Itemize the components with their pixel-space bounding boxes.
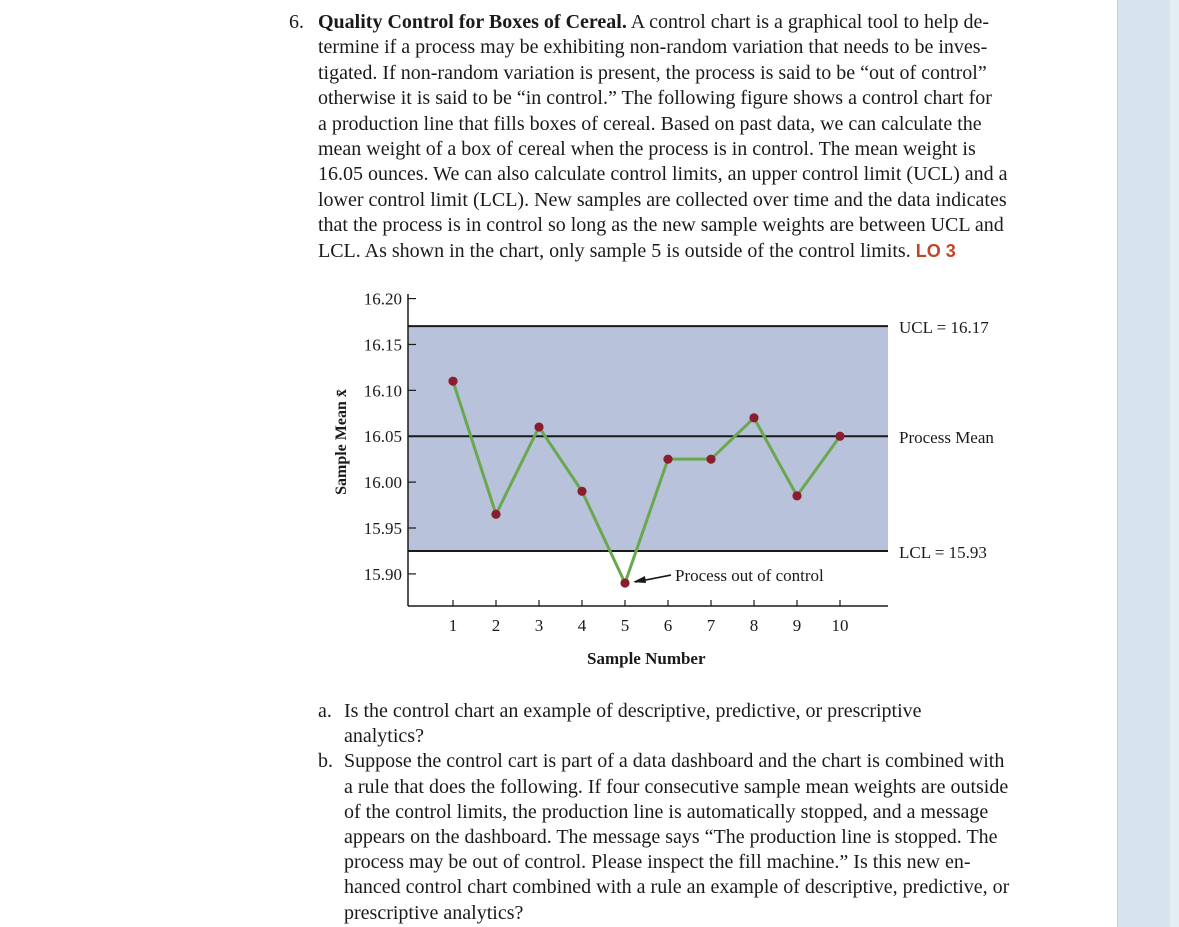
questions (318, 699, 1078, 926)
y-tick-label: 16.20 (363, 289, 402, 309)
question-line: a rule that does the following. If four consecutive sample mean weights are outside (344, 775, 1009, 798)
control-chart (320, 280, 1040, 680)
y-tick-label: 16.15 (363, 335, 402, 355)
x-tick-label: 10 (831, 616, 849, 635)
x-tick-label: 1 (448, 616, 458, 635)
x-axis-title: Sample Number (587, 649, 706, 668)
problem-line: 16.05 ounces. We can also calculate control limits, an upper control limit (UCL) and a (318, 163, 1008, 186)
question-line: process may be out of control. Please inspect the fill machine.” Is this new en- (344, 851, 971, 874)
problem-line: tigated. If non-random variation is present, the process is said to be “out of control” (318, 61, 987, 84)
x-tick-label: 7 (706, 616, 716, 635)
y-tick-label: 16.10 (363, 381, 402, 401)
question-line: Suppose the control cart is part of a data dashboard and the chart is combined with (344, 750, 1005, 773)
problem-last-line (318, 239, 1063, 264)
problem-line: lower control limit (LCL). New samples are collected over time and the data indicates (318, 188, 1007, 211)
x-tick-label: 9 (792, 616, 802, 635)
process-mean-label: Process Mean (899, 428, 994, 448)
x-tick-label: 3 (534, 616, 544, 635)
data-point (577, 487, 586, 496)
data-point (620, 578, 629, 587)
x-tick-label: 2 (491, 616, 501, 635)
problem-line: mean weight of a box of cereal when the process is in control. The mean weight is (318, 138, 976, 161)
data-point (448, 377, 457, 386)
side-panel-edge (1170, 0, 1179, 927)
problem-number: 6. (289, 11, 304, 33)
problem-title: Quality Control for Boxes of Cereal. (318, 11, 627, 33)
side-panel (1117, 0, 1179, 927)
question-b (318, 749, 1078, 925)
y-tick-label: 16.05 (363, 427, 402, 447)
data-point (706, 455, 715, 464)
x-tick-label: 5 (620, 616, 630, 635)
question-b-text (344, 749, 1078, 925)
y-tick-label: 16.00 (363, 473, 402, 493)
problem-first-line (318, 10, 1063, 35)
y-tick-label: 15.95 (363, 519, 402, 538)
lcl-label: LCL = 15.93 (899, 542, 987, 562)
question-line: of the control limits, the production line is automatically stopped, and a message (344, 800, 989, 823)
question-a (318, 699, 1078, 749)
question-line: Is the control chart an example of descriptive, predictive, or prescriptive (344, 700, 922, 722)
question-line: prescriptive analytics? (344, 901, 524, 924)
x-tick-label: 4 (577, 616, 587, 635)
data-point (491, 510, 500, 519)
y-tick-label: 15.90 (363, 564, 402, 584)
problem-line: termine if a process may be exhibiting non-random variation that needs to be inves- (318, 36, 988, 59)
y-axis-title: Sample Mean x̄ (333, 389, 350, 495)
problem-line: a production line that fills boxes of cereal. Based on past data, we can calculate the (318, 112, 982, 135)
data-point (534, 422, 543, 431)
problem-line: that the process is in control so long as the new sample weights are between UCL and (318, 214, 1004, 237)
learning-objective-tag: LO 3 (915, 240, 956, 261)
problem-first-line-rest: A control chart is a graphical tool to help de- (626, 11, 989, 33)
question-line: hanced control chart combined with a rule an example of descriptive, predictive, or (344, 876, 1010, 899)
problem-last-line-text: LCL. As shown in the chart, only sample 5 is outside of the control limits. (318, 239, 916, 262)
question-b-label: b. (318, 750, 333, 773)
data-point (835, 432, 844, 441)
problem-text (318, 10, 1063, 264)
data-point (663, 455, 672, 464)
ucl-label: UCL = 16.17 (899, 318, 989, 338)
problem-line: otherwise it is said to be “in control.” The following figure shows a control chart for (318, 87, 992, 110)
question-line: analytics? (344, 725, 424, 748)
annotation-arrow-head (633, 576, 646, 583)
question-a-text (344, 699, 1078, 749)
question-a-label: a. (318, 700, 332, 722)
x-tick-label: 8 (749, 616, 759, 635)
x-tick-label: 6 (663, 616, 673, 635)
question-line: appears on the dashboard. The message says “The production line is stopped. The (344, 826, 998, 849)
annotation-label: Process out of control (675, 566, 824, 586)
data-point (792, 491, 801, 500)
data-point (749, 413, 758, 422)
